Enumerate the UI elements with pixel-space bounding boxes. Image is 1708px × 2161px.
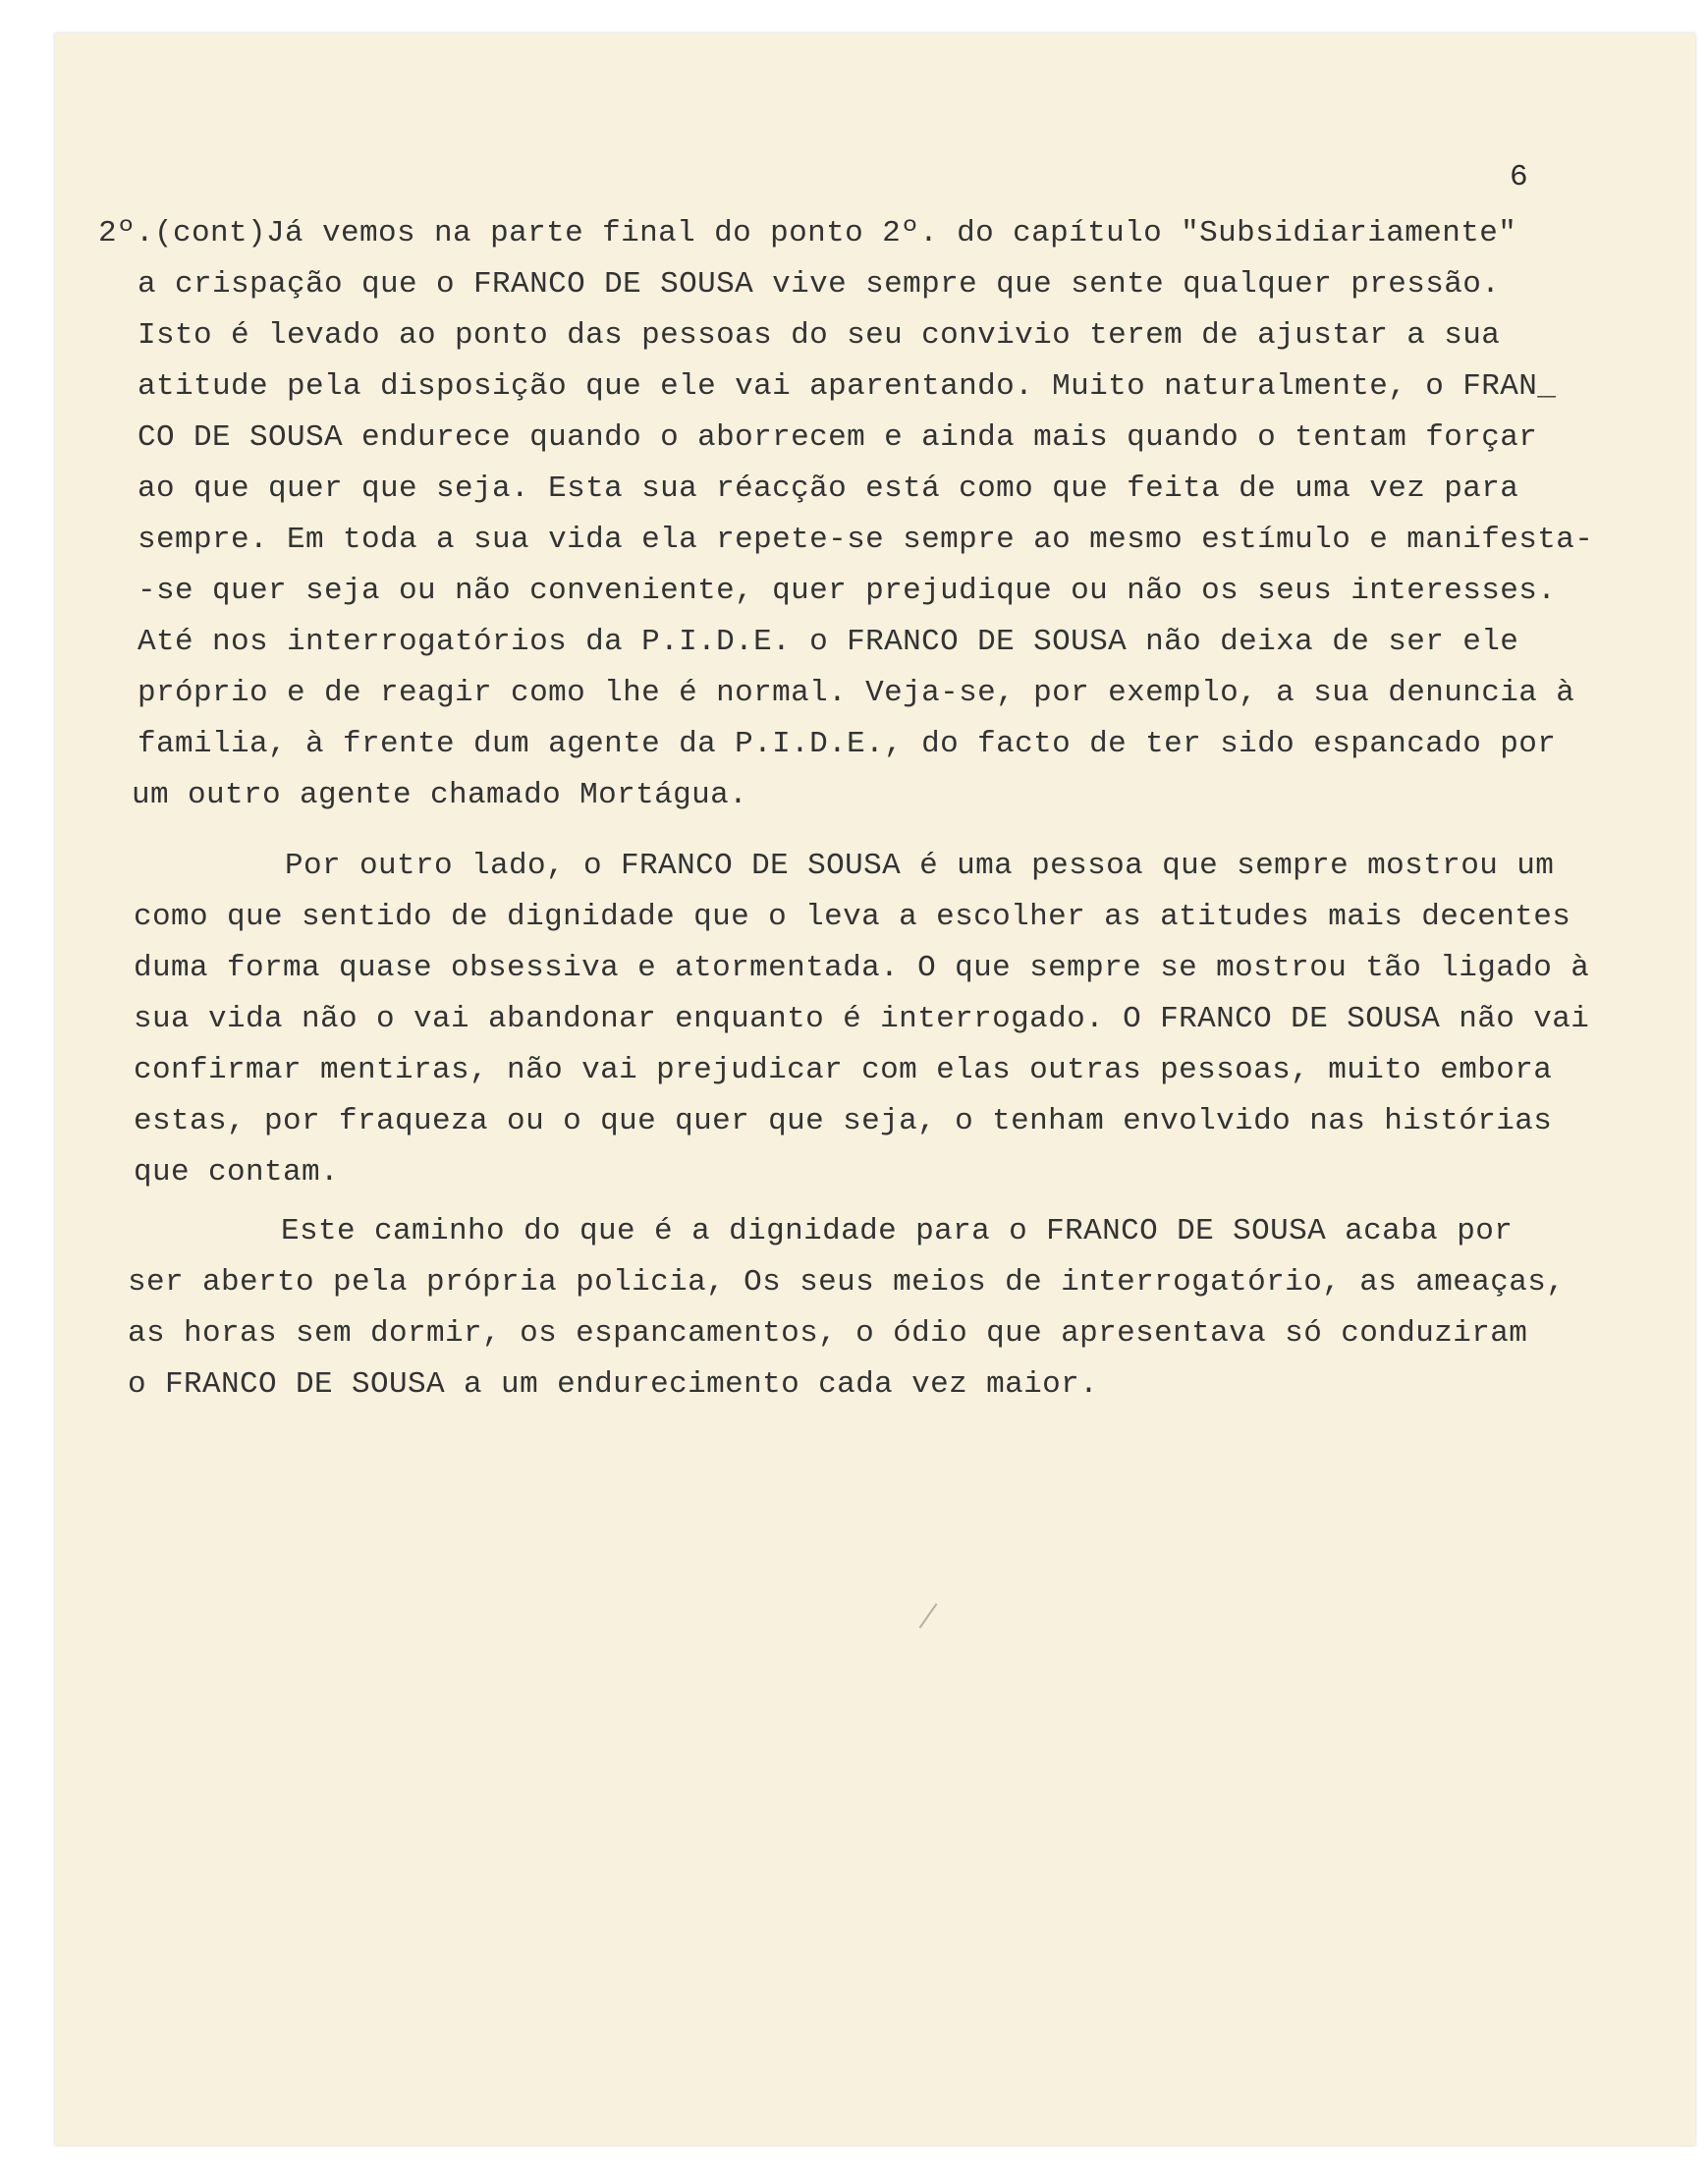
- text-line: Isto é levado ao ponto das pessoas do seu convivio terem de ajustar a sua: [138, 318, 1501, 353]
- text-line: -se quer seja ou não conveniente, quer prejudique ou não os seus interesses.: [138, 574, 1557, 608]
- text-line: duma forma quase obsessiva e atormentada. O que sempre se mostrou tão ligado à: [134, 951, 1590, 985]
- text-line: como que sentido de dignidade que o leva a escolher as atitudes mais decentes: [134, 900, 1571, 934]
- text-line: um outro agente chamado Mortágua.: [132, 778, 748, 812]
- text-line: confirmar mentiras, não vai prejudicar com elas outras pessoas, muito embora: [134, 1053, 1553, 1087]
- text-line: a crispação que o FRANCO DE SOUSA vive sempre que sente qualquer pressão.: [138, 267, 1501, 302]
- text-line: ao que quer que seja. Esta sua réacção está como que feita de uma vez para: [138, 471, 1519, 506]
- text-line: próprio e de reagir como lhe é normal. Veja-se, por exemplo, a sua denuncia à: [138, 676, 1575, 710]
- text-line: familia, à frente dum agente da P.I.D.E., do facto de ter sido espancado por: [138, 727, 1557, 761]
- text-line: Até nos interrogatórios da P.I.D.E. o FRANCO DE SOUSA não deixa de ser ele: [138, 625, 1519, 659]
- text-line: Este caminho do que é a dignidade para o FRANCO DE SOUSA acaba por: [281, 1214, 1514, 1248]
- text-line: ser aberto pela própria policia, Os seus meios de interrogatório, as ameaças,: [128, 1265, 1566, 1300]
- text-line: as horas sem dormir, os espancamentos, o ódio que apresentava só conduziram: [128, 1316, 1528, 1351]
- text-line: CO DE SOUSA endurece quando o aborrecem e ainda mais quando o tentam forçar: [138, 420, 1538, 455]
- text-line: que contam.: [134, 1155, 340, 1190]
- text-line: estas, por fraqueza ou o que quer que seja, o tenham envolvido nas histórias: [134, 1104, 1553, 1138]
- text-line: o FRANCO DE SOUSA a um endurecimento cada vez maior.: [128, 1367, 1099, 1402]
- text-line: sempre. Em toda a sua vida ela repete-se sempre ao mesmo estímulo e manifesta-: [138, 523, 1594, 557]
- text-line: atitude pela disposição que ele vai aparentando. Muito naturalmente, o FRAN_: [138, 369, 1557, 404]
- text-line: Por outro lado, o FRANCO DE SOUSA é uma pessoa que sempre mostrou um: [285, 849, 1555, 883]
- page-number: 6: [1510, 160, 1528, 194]
- text-line: sua vida não o vai abandonar enquanto é interrogado. O FRANCO DE SOUSA não vai: [134, 1002, 1590, 1036]
- text-line: 2º.(cont)Já vemos na parte final do ponto 2º. do capítulo "Subsidiariamente": [98, 216, 1517, 250]
